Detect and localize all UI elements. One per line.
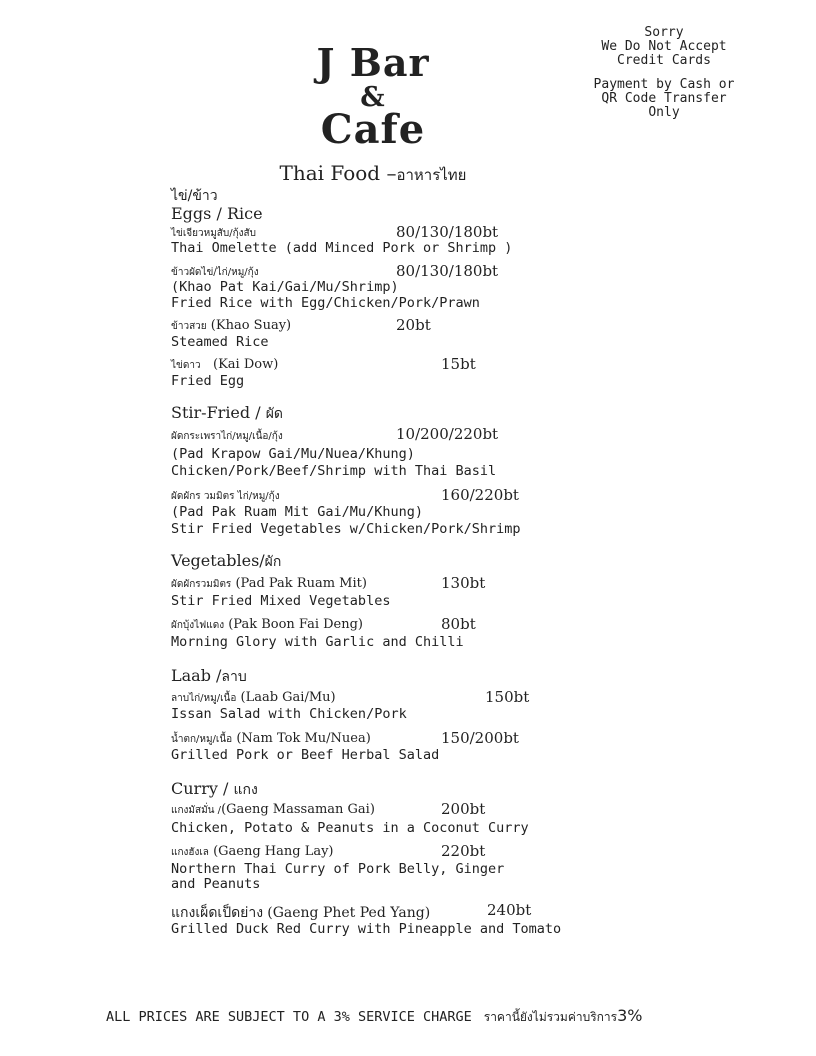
menu-item-description: Morning Glory with Garlic and Chilli xyxy=(171,634,464,650)
menu-item-description: Stir Fried Mixed Vegetables xyxy=(171,593,391,609)
menu-item-price: 80/130/180bt xyxy=(396,262,499,280)
menu-item-description: Steamed Rice xyxy=(171,334,269,350)
menu-item-description: (Pad Krapow Gai/Mu/Nuea/Khung) xyxy=(171,446,415,462)
menu-item-price: 220bt xyxy=(441,842,486,860)
notice-line: Credit Cards xyxy=(617,53,711,68)
menu-item-name: ข้าวสวย (Khao Suay) xyxy=(171,318,292,333)
menu-item-price: 20bt xyxy=(396,316,431,334)
menu-item-description: Chicken/Pork/Beef/Shrimp with Thai Basil xyxy=(171,463,497,479)
service-charge-en: ALL PRICES ARE SUBJECT TO A 3% SERVICE CHARGE xyxy=(106,1009,472,1025)
menu-item-description: Grilled Pork or Beef Herbal Salad xyxy=(171,747,440,763)
menu-item-price: 160/220bt xyxy=(441,486,519,504)
menu-item-description: (Pad Pak Ruam Mit Gai/Mu/Khung) xyxy=(171,504,423,520)
menu-item-description: (Khao Pat Kai/Gai/Mu/Shrimp) xyxy=(171,279,399,295)
menu-item-name: ผัดผักรวมมิตร (Pad Pak Ruam Mit) xyxy=(171,576,367,591)
menu-item-name: แกงฮังเล (Gaeng Hang Lay) xyxy=(171,844,334,859)
restaurant-name-ampersand: & xyxy=(360,82,386,113)
restaurant-name-cafe: Cafe xyxy=(320,106,426,153)
notice-line: Payment by Cash or xyxy=(593,77,735,92)
menu-item-description: Fried Egg xyxy=(171,373,245,389)
payment-notice xyxy=(585,78,743,120)
menu-item-name: แกงเผ็ดเป็ดย่าง (Gaeng Phet Ped Yang) xyxy=(171,905,431,921)
subtitle-th: อาหารไทย xyxy=(396,166,467,184)
menu-item-description: Grilled Duck Red Curry with Pineapple and Tomato xyxy=(171,921,562,937)
menu-item-price: 150/200bt xyxy=(441,729,519,747)
menu-item-description: Issan Salad with Chicken/Pork xyxy=(171,706,407,722)
menu-item-name: ไข่เจียวหมูสับ/กุ้งสับ xyxy=(171,228,257,239)
service-charge-th: ราคานี้ยังไม่รวมค่าบริการ3% xyxy=(483,1006,643,1025)
menu-item-name: ลาบไก่/หมู/เนื้อ (Laab Gai/Mu) xyxy=(171,690,336,705)
menu-item-description: Northern Thai Curry of Pork Belly, Ginger xyxy=(171,861,505,877)
notice-line: We Do Not Accept xyxy=(601,39,727,54)
menu-item-price: 80/130/180bt xyxy=(396,223,499,241)
section-stirfried-title: Stir-Fried / ผัด xyxy=(171,403,284,422)
menu-item-name: ผัดผักร วมมิตร ไก่/หมู/กุ้ง xyxy=(171,491,280,502)
menu-item-price: 240bt xyxy=(487,901,532,919)
menu-item-name: น้ำตก/หมู/เนื้อ (Nam Tok Mu/Nuea) xyxy=(171,731,371,746)
service-charge-th-percent: 3% xyxy=(617,1006,643,1025)
section-curry-title: Curry / แกง xyxy=(171,779,258,798)
credit-card-notice xyxy=(585,26,743,68)
notice-line: QR Code Transfer xyxy=(601,91,727,106)
section-laab-title: Laab /ลาบ xyxy=(171,666,247,685)
notice-line: Sorry xyxy=(644,25,684,40)
menu-item-name: ผัดกระเพราไก่/หมู/เนื้อ/กุ้ง xyxy=(171,431,283,442)
service-charge-note xyxy=(106,1006,643,1027)
menu-item-price: 200bt xyxy=(441,800,486,818)
menu-item-price: 130bt xyxy=(441,574,486,592)
section-eggs-thai: ไข่/ข้าว xyxy=(171,188,218,204)
section-eggs-title: Eggs / Rice xyxy=(171,204,263,223)
menu-subtitle xyxy=(0,161,746,187)
menu-item-price: 80bt xyxy=(441,615,476,633)
menu-item-description: Chicken, Potato & Peanuts in a Coconut Curry xyxy=(171,820,529,836)
menu-item-name: ไข่ดาว (Kai Dow) xyxy=(171,357,279,372)
notice-line: Only xyxy=(648,105,680,120)
menu-item-price: 10/200/220bt xyxy=(396,425,499,443)
menu-item-description: Fried Rice with Egg/Chicken/Pork/Prawn xyxy=(171,295,480,311)
menu-item-price: 150bt xyxy=(485,688,530,706)
restaurant-name: J Bar xyxy=(316,40,430,85)
section-vegetables-title: Vegetables/ผัก xyxy=(171,551,282,570)
menu-item-name: ผักบุ้งไฟแดง (Pak Boon Fai Deng) xyxy=(171,617,363,632)
menu-item-price: 15bt xyxy=(441,355,476,373)
menu-item-description: Thai Omelette (add Minced Pork or Shrimp ) xyxy=(171,240,513,256)
menu-item-name: แกงมัสมั่น /(Gaeng Massaman Gai) xyxy=(171,802,375,817)
menu-item-description: and Peanuts xyxy=(171,876,261,892)
menu-item-name: ข้าวผัดไข่/ไก่/หมู/กุ้ง xyxy=(171,267,259,278)
subtitle-en: Thai Food – xyxy=(279,161,397,185)
menu-item-description: Stir Fried Vegetables w/Chicken/Pork/Shrimp xyxy=(171,521,521,537)
